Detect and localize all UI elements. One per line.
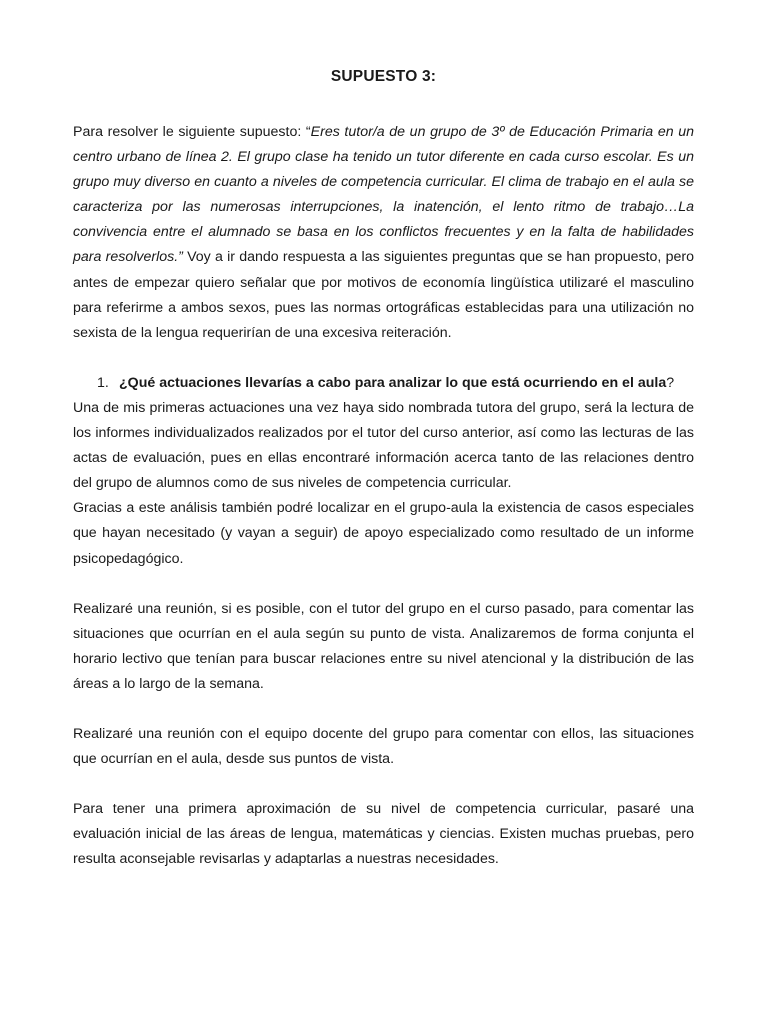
question-end: ? (666, 374, 675, 391)
answer-paragraph-2: Gracias a este análisis también podré localizar en el grupo-aula la existencia de casos especiales que hayan necesitado (y vayan a seguir) de apoyo especializado como resultado de un informe psicopedagógico. (73, 500, 694, 567)
question-1 (73, 371, 694, 396)
answer-paragraph-3: Realizaré una reunión, si es posible, con el tutor del grupo en el curso pasado, para comentar las situaciones que ocurrían en el aula según su punto de vista. Analizaremos de forma conjunta el horario lectivo que tenían para buscar relaciones entre su nivel atencional y la distribución de las áreas a lo largo de la semana. (73, 600, 694, 692)
answer-paragraph-4: Realizaré una reunión con el equipo docente del grupo para comentar con ellos, las situaciones que ocurrían en el aula, desde sus puntos de vista. (73, 725, 694, 768)
document-page (73, 68, 694, 872)
answer-paragraph-5: Para tener una primera aproximación de su nivel de competencia curricular, pasaré una evaluación inicial de las áreas de lengua, matemáticas y ciencias. Existen muchas pruebas, pero resulta aconsejable revisarlas y adaptarlas a nuestras necesidades. (73, 801, 694, 868)
intro-rest: Voy a ir dando respuesta a las siguientes preguntas que se han propuesto, pero antes de empezar quiero señalar que por motivos de economía lingüística utilizaré el masculino para referirme a ambos sexos, pues las normas ortográficas establecidas para una utilización no sexista de la lengua requerirían de una excesiva reiteración. (73, 249, 694, 341)
intro-lead: Para resolver le siguiente supuesto: “ (73, 124, 311, 140)
document-title: SUPUESTO 3: (330, 68, 437, 85)
intro-paragraph (73, 120, 694, 346)
case-quote: Eres tutor/a de un grupo de 3º de Educación Primaria en un centro urbano de línea 2. El grupo clase ha tenido un tutor diferente en cada curso escolar. Es un grupo muy diverso en cuanto a niveles de competencia curricular. El clima de trabajo en el aula se caracteriza por las numerosas interrupciones, la inatención, el lento ritmo de trabajo…La convivencia entre el alumnado se basa en los conflictos frecuentes y en la falta de habilidades para resolverlos.” (73, 124, 695, 266)
question-text: ¿Qué actuaciones llevarías a cabo para analizar lo que está ocurriendo en el aula (119, 374, 667, 391)
answer-paragraph-1: Una de mis primeras actuaciones una vez haya sido nombrada tutora del grupo, será la lectura de los informes individualizados realizados por el tutor del curso anterior, así como las lecturas de las actas de evaluación, pues en ellas encontraré información acerca tanto de las relaciones dentro del grupo de alumnos como de sus niveles de competencia curricular. (73, 399, 694, 492)
question-number: 1. (97, 374, 109, 391)
